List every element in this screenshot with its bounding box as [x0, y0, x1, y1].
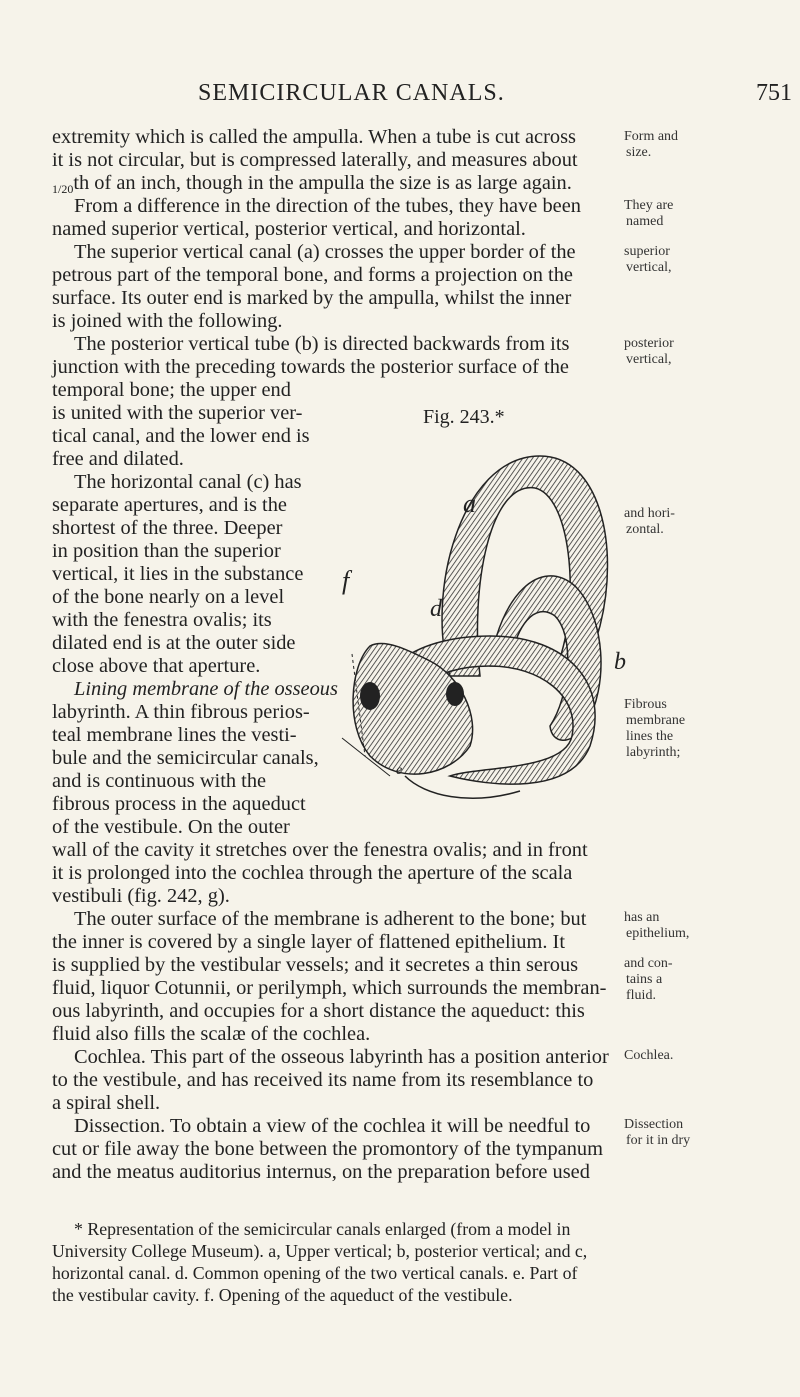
text-line: the inner is covered by a single layer of flattened epithelium. It [52, 931, 565, 953]
text-line: is supplied by the vestibular vessels; and it secretes a thin serous [52, 954, 579, 976]
footnote-line: University College Museum). a, Upper vertical; b, posterior vertical; and c, [52, 1241, 588, 1261]
margin-note: superior [624, 244, 670, 259]
semicircular-canals-figure [330, 426, 630, 836]
text-line: bule and the semicircular canals, [52, 747, 319, 769]
text-line: fluid also fills the scalæ of the cochlea. [52, 1023, 371, 1045]
text-line: extremity which is called the ampulla. When a tube is cut across [52, 126, 576, 148]
text-line: to the vestibule, and has received its name from its resemblance to [52, 1069, 594, 1091]
margin-note: They are [624, 198, 674, 213]
text-line: Cochlea. This part of the osseous labyrinth has a position anterior [74, 1046, 609, 1068]
margin-note: zontal. [626, 522, 664, 537]
margin-note: size. [626, 145, 652, 160]
text-line: Dissection. To obtain a view of the cochlea it will be needful to [74, 1115, 591, 1137]
text-line: fibrous process in the aqueduct [52, 793, 306, 815]
text-line: fluid, liquor Cotunnii, or perilymph, which surrounds the membran- [52, 977, 607, 999]
text-line: wall of the cavity it stretches over the fenestra ovalis; and in front [52, 839, 588, 861]
text-line: vertical, it lies in the substance [52, 563, 304, 585]
running-header [0, 80, 800, 110]
text-line: 1/20th of an inch, though in the ampulla the size is as large again. [52, 172, 572, 196]
text-line: free and dilated. [52, 448, 184, 470]
text-line: The posterior vertical tube (b) is directed backwards from its [74, 333, 570, 355]
text-line: with the fenestra ovalis; its [52, 609, 272, 631]
text-line: petrous part of the temporal bone, and forms a projection on the [52, 264, 573, 286]
footnote-line: the vestibular cavity. f. Opening of the aqueduct of the vestibule. [52, 1285, 513, 1305]
figure-caption: Fig. 243.* [423, 406, 505, 428]
margin-note: and hori- [624, 506, 675, 521]
text-line: and the meatus auditorius internus, on the preparation before used [52, 1161, 590, 1183]
page-number: 751 [756, 80, 792, 106]
text-line: The outer surface of the membrane is adherent to the bone; but [74, 908, 587, 930]
text-line: cut or file away the bone between the promontory of the tympanum [52, 1138, 603, 1160]
margin-note: named [626, 214, 664, 229]
text-line: and is continuous with the [52, 770, 267, 792]
text-line: shortest of the three. Deeper [52, 517, 283, 539]
text-line: Lining membrane of the osseous [74, 678, 338, 700]
margin-note: fluid. [626, 988, 656, 1003]
text-line: teal membrane lines the vesti- [52, 724, 297, 746]
margin-note: for it in dry [626, 1133, 691, 1148]
text-line: is united with the superior ver- [52, 402, 303, 424]
label-d: d [430, 596, 442, 622]
text-line: close above that aperture. [52, 655, 261, 677]
text-line: ous labyrinth, and occupies for a short distance the aqueduct: this [52, 1000, 585, 1022]
text-line: it is not circular, but is compressed laterally, and measures about [52, 149, 578, 171]
margin-note: labyrinth; [626, 745, 681, 760]
label-f: f [342, 566, 350, 595]
label-e: e [396, 763, 403, 778]
text-line: in position than the superior [52, 540, 281, 562]
margin-note: epithelium, [626, 926, 690, 941]
margin-note: vertical, [626, 260, 672, 275]
margin-note: vertical, [626, 352, 672, 367]
margin-note: Cochlea. [624, 1048, 674, 1063]
fraction: 1/20 [52, 182, 74, 196]
margin-note: membrane [626, 713, 686, 728]
footnote-line: * Representation of the semicircular canals enlarged (from a model in [74, 1219, 571, 1239]
text-line: The horizontal canal (c) has [74, 471, 302, 493]
margin-note: Form and [624, 129, 679, 144]
margin-note: tains a [626, 972, 663, 987]
text-line: labyrinth. A thin fibrous perios- [52, 701, 310, 723]
margin-note: posterior [624, 336, 674, 351]
footnote-line: horizontal canal. d. Common opening of the two vertical canals. e. Part of [52, 1263, 578, 1283]
text-line: temporal bone; the upper end [52, 379, 291, 401]
margin-note: Fibrous [624, 697, 667, 712]
text-line: dilated end is at the outer side [52, 632, 296, 654]
label-a: a [463, 489, 476, 518]
running-title: SEMICIRCULAR CANALS. [198, 80, 505, 106]
text-line: of the vestibule. On the outer [52, 816, 290, 838]
text-line: separate apertures, and is the [52, 494, 287, 516]
text-line: of the bone nearly on a level [52, 586, 285, 608]
margin-note: and con- [624, 956, 673, 971]
text-line: named superior vertical, posterior vertical, and horizontal. [52, 218, 526, 240]
margin-note: has an [624, 910, 660, 925]
margin-note: lines the [626, 729, 674, 744]
text-line: The superior vertical canal (a) crosses the upper border of the [74, 241, 576, 263]
margin-note: Dissection [624, 1117, 684, 1132]
text-line: From a difference in the direction of the tubes, they have been [74, 195, 581, 217]
text-line: it is prolonged into the cochlea through the aperture of the scala [52, 862, 573, 884]
text-line: junction with the preceding towards the posterior surface of the [52, 356, 569, 378]
text-line: is joined with the following. [52, 310, 283, 332]
text-line: a spiral shell. [52, 1092, 161, 1114]
text-line: tical canal, and the lower end is [52, 425, 310, 447]
text-line: surface. Its outer end is marked by the ampulla, whilst the inner [52, 287, 572, 309]
label-b: b [614, 649, 626, 675]
text-line: vestibuli (fig. 242, g). [52, 885, 230, 907]
